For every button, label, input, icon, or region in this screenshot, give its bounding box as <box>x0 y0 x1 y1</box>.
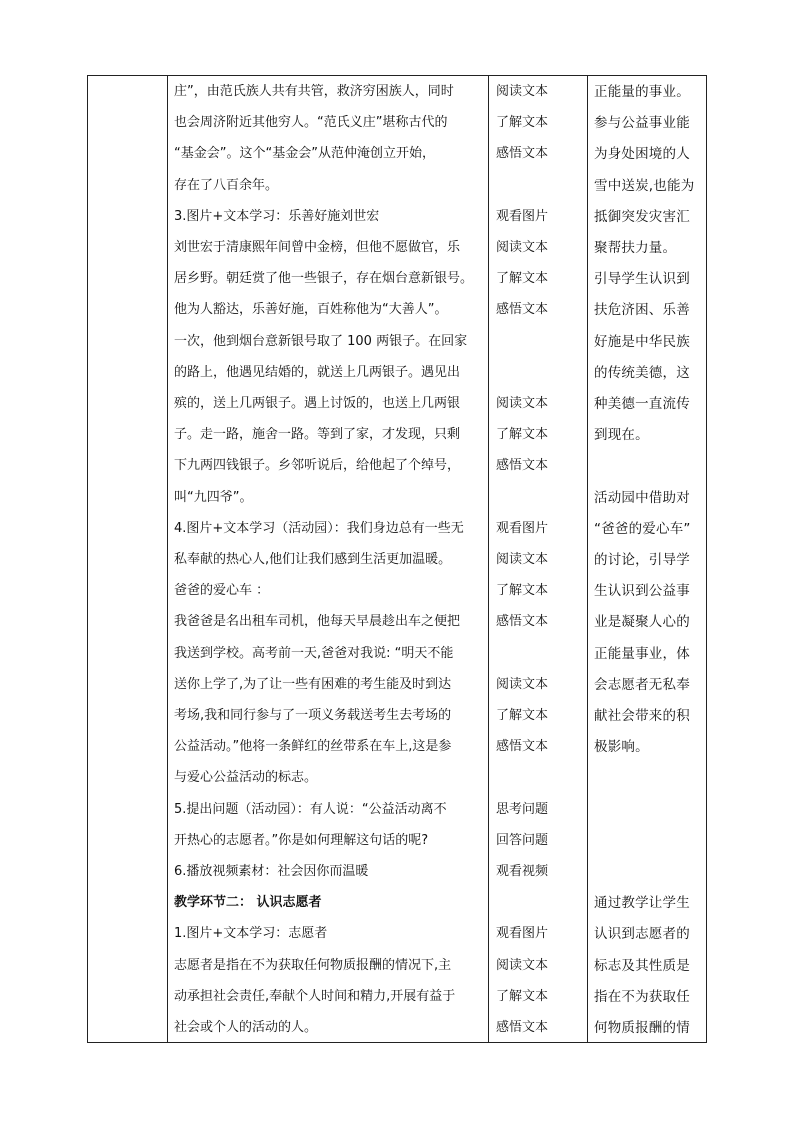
content-line: 存在了八百余年。 <box>174 177 279 193</box>
content-line: 一次，他到烟台意新银号取了 100 两银子。在回家 <box>174 333 468 349</box>
content-line: 1.图片+文本学习：志愿者 <box>174 926 328 942</box>
content-line: 居乡野。朝廷赏了他一些银子，存在烟台意新银号。 <box>174 271 474 287</box>
activity-line: 阅读文本 <box>496 957 549 973</box>
content-line: 考场,我和同行参与了一项义务载送考生去考场的 <box>174 708 452 723</box>
content-line: “基金会”。这个“基金会”从范仲淹创立开始， <box>174 146 435 162</box>
intent-line: 扶危济困、乐善 <box>594 302 690 319</box>
activity-line: 感悟文本 <box>496 458 549 474</box>
intent-line: 引导学生认识到 <box>594 271 690 288</box>
content-line: 叫“九四爷”。 <box>174 489 253 505</box>
activity-line: 感悟文本 <box>496 739 549 755</box>
intent-line: 的传统美德，这 <box>594 364 690 381</box>
intent-line: 聚帮扶力量。 <box>594 240 677 256</box>
content-line: 社会或个人的活动的人。 <box>174 1020 318 1035</box>
content-line: 刘世宏于清康熙年间曾中金榜，但他不愿做官，乐 <box>174 240 461 255</box>
intent-line: 正能量事业，体 <box>594 645 690 662</box>
teaching-content-column <box>174 76 486 1042</box>
activity-line: 回答问题 <box>496 832 549 848</box>
intent-line: 抵御突发灾害汇 <box>594 208 690 225</box>
intent-line: “爸爸的爱心车” <box>594 520 691 537</box>
intent-line: 极影响。 <box>594 739 649 756</box>
activity-line: 感悟文本 <box>496 146 549 162</box>
activity-line: 阅读文本 <box>496 676 549 692</box>
content-line: 5.提出问题（活动园）：有人说：“公益活动离不 <box>174 801 447 817</box>
activity-line: 了解文本 <box>496 708 549 723</box>
content-line: 我爸爸是名出租车司机，他每天早晨趁出车之便把 <box>174 614 461 630</box>
intent-line: 献社会带来的积 <box>594 708 690 724</box>
content-line: 动承担社会责任,奉献个人时间和精力,开展有益于 <box>174 988 456 1004</box>
content-line: 下九两四钱银子。乡邻听说后，给他起了个绰号， <box>174 458 461 474</box>
activity-line: 观看图片 <box>496 520 549 536</box>
activity-line: 了解文本 <box>496 583 549 599</box>
content-line: 殡的，送上几两银子。遇上讨饭的，也送上几两银 <box>174 396 461 411</box>
activity-line: 阅读文本 <box>496 552 549 567</box>
content-line: 送你上学了,为了让一些有困难的考生能及时到达 <box>174 676 452 692</box>
design-intent-column <box>594 76 706 1042</box>
activity-line: 了解文本 <box>496 988 549 1004</box>
activity-line: 了解文本 <box>496 271 549 287</box>
activity-line: 阅读文本 <box>496 396 549 411</box>
intent-line: 雪中送炭,也能为 <box>594 177 695 194</box>
activity-line: 观看图片 <box>496 208 549 224</box>
intent-line: 指在不为获取任 <box>594 988 690 1005</box>
intent-line: 业是凝聚人心的 <box>594 614 690 631</box>
column-divider <box>488 76 489 1042</box>
content-line: 私奉献的热心人,他们让我们感到生活更加温暖。 <box>174 552 452 567</box>
activity-line: 观看图片 <box>496 926 549 942</box>
intent-line: 参与公益事业能 <box>594 115 690 132</box>
content-line: 爸爸的爱心车 ： <box>174 583 270 599</box>
content-line: 庄”，由范氏族人共有共管，救济穷困族人，同时 <box>174 84 454 99</box>
section-column <box>88 76 167 1042</box>
content-line: 与爱心公益活动的标志。 <box>174 770 318 786</box>
intent-line: 好施是中华民族 <box>594 333 690 350</box>
intent-line: 认识到志愿者的 <box>594 926 690 943</box>
content-line: 志愿者是指在不为获取任何物质报酬的情况下,主 <box>174 957 452 973</box>
content-line: 子。走一路，施舍一路。等到了家，才发现，只剩 <box>174 427 461 443</box>
activity-line: 阅读文本 <box>496 240 549 255</box>
content-line: 3.图片+文本学习：乐善好施刘世宏 <box>174 208 380 224</box>
content-line: 我送到学校。高考前一天,爸爸对我说: “明天不能 <box>174 645 454 661</box>
intent-line: 会志愿者无私奉 <box>594 676 690 693</box>
intent-line: 活动园中借助对 <box>594 489 690 506</box>
intent-line: 的讨论，引导学 <box>594 552 690 568</box>
intent-line: 何物质报酬的情 <box>594 1020 690 1036</box>
activity-line: 思考问题 <box>496 801 549 817</box>
intent-line: 标志及其性质是 <box>594 957 690 974</box>
column-divider <box>167 76 168 1042</box>
content-line: 教学环节二： 认识志愿者 <box>174 895 322 911</box>
activity-line: 了解文本 <box>496 115 549 131</box>
column-divider <box>587 76 588 1042</box>
student-activity-column <box>496 76 586 1042</box>
intent-line: 生认识到公益事 <box>594 583 690 600</box>
lesson-plan-table <box>87 75 707 1043</box>
activity-line: 感悟文本 <box>496 1020 549 1035</box>
content-line: 4.图片+文本学习（活动园）：我们身边总有一些无 <box>174 520 464 536</box>
intent-line: 种美德一直流传 <box>594 396 690 412</box>
intent-line: 到现在。 <box>594 427 649 444</box>
intent-line: 正能量的事业。 <box>594 84 690 100</box>
intent-line: 通过教学让学生 <box>594 895 690 912</box>
activity-line: 观看视频 <box>496 864 549 879</box>
content-line: 开热心的志愿者。”你是如何理解这句话的呢? <box>174 832 429 848</box>
content-line: 的路上，他遇见结婚的，就送上几两银子。遇见出 <box>174 364 461 380</box>
activity-line: 感悟文本 <box>496 302 549 318</box>
content-line: 也会周济附近其他穷人。“范氏义庄”堪称古代的 <box>174 115 448 131</box>
activity-line: 了解文本 <box>496 427 549 443</box>
intent-line: 为身处困境的人 <box>594 146 690 163</box>
activity-line: 阅读文本 <box>496 84 549 99</box>
content-line: 公益活动。”他将一条鲜红的丝带系在车上,这是参 <box>174 739 452 755</box>
content-line: 他为人豁达，乐善好施，百姓称他为“大善人”。 <box>174 302 448 318</box>
content-line: 6.播放视频素材：社会因你而温暖 <box>174 864 369 879</box>
activity-line: 感悟文本 <box>496 614 549 630</box>
